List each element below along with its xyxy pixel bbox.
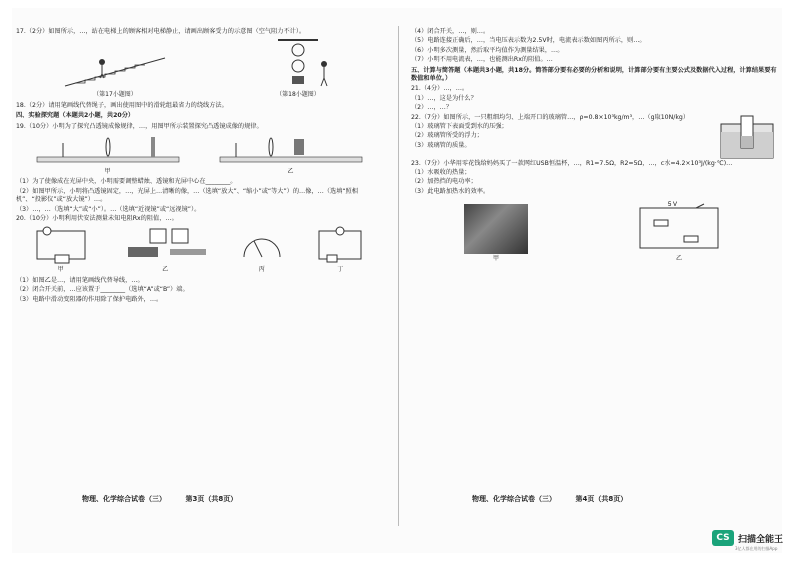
circuit-a <box>31 225 91 265</box>
question-22-2: （2）玻璃管所受的浮力； <box>411 132 483 140</box>
question-17: 17.（2分）如图所示，…，站在电梯上的顾客相对电梯静止，请画出顾客受力的示意图（空气阻力不计）。 <box>16 28 306 35</box>
question-23-2: （2）加热挡的电功率； <box>411 178 477 186</box>
scanner-watermark <box>712 530 783 546</box>
question-20-6: （6）小明多次测量，然后取平均值作为测量结果，…。 <box>411 46 564 54</box>
left-footer <box>82 494 237 504</box>
camscanner-tagline: 3亿人都在用的扫描App <box>735 546 778 551</box>
figure-19-caption-b: 乙 <box>287 168 294 176</box>
figure-19-caption-a: 甲 <box>104 168 111 176</box>
figure-19-b <box>216 133 366 176</box>
question-23-3: （3）此电路加热水的效率。 <box>411 187 490 195</box>
figure-17-caption: （第17小题图） <box>93 91 137 99</box>
section-4-heading: 四、实验探究题（本题共2小题，共20分） <box>16 112 135 120</box>
question-23: 23.（7分）小华用零花钱给妈妈买了一款网红USB恒温杯，…，R1=7.5Ω，R2=5Ω，…，c水=4.2×10³J/(kg·℃)… <box>411 159 733 167</box>
figure-20-caption-a: 甲 <box>57 266 64 274</box>
question-22-1: （1）玻璃管下表面受到水的压强； <box>411 123 508 131</box>
left-footer-title: 物理、化学综合试卷（三） <box>82 495 166 503</box>
question-20-1: （1）如图乙是…，请用笔画线代替导线，…。 <box>16 276 144 284</box>
right-footer-title: 物理、化学综合试卷（三） <box>472 495 556 503</box>
right-footer-page: 第4页（共8页） <box>575 495 628 503</box>
question-23-1: （1）水吸收的热量； <box>411 169 471 177</box>
question-20-3: （3）电路中滑动变阻器的作用除了保护电路外，…。 <box>16 295 163 303</box>
question-22: 22.（7分）如图所示，一只粗细均匀、上端开口的玻璃管…，ρ=0.8×10³kg/m³，…（g取10N/kg） <box>411 113 690 121</box>
left-footer-page: 第3页（共8页） <box>185 495 238 503</box>
camscanner-logo-icon: CS <box>712 530 734 546</box>
question-21-1: （1）…，这是为什么？ <box>411 94 477 102</box>
figure-18-caption: （第18小题图） <box>276 91 320 99</box>
figures-20 <box>16 225 382 274</box>
circuit-b <box>120 225 210 265</box>
figure-20-caption-d: 丁 <box>337 266 344 274</box>
question-19-3: （3）…，…（选填“大”或“小”）。…（选填“近视镜”或“远视镜”）。 <box>16 205 201 213</box>
figure-23-caption-b: 乙 <box>675 255 682 263</box>
optical-bench-a <box>33 133 183 167</box>
figures-23 <box>411 198 777 263</box>
right-page <box>411 28 777 266</box>
exam-sheet <box>12 8 782 553</box>
question-20: 20.（10分）小明利用伏安法测量未知电阻Rx的阻值，…。 <box>16 215 178 223</box>
question-21-2: （2）…，…？ <box>411 104 453 112</box>
circuit-23 <box>634 198 724 254</box>
optical-bench-b <box>216 133 366 167</box>
ammeter-dial <box>240 225 284 265</box>
figure-20-c <box>240 225 284 274</box>
question-19-2: （2）如图甲所示，小明将凸透镜固定，…，光屏上…清晰的像，…（选填“放大”、“缩小”或“等大”）的…像，…（选填“照相机”、“投影仪”或“放大镜”）…。 <box>16 187 358 204</box>
figure-20-caption-c: 丙 <box>258 266 265 274</box>
figure-20-b <box>120 225 210 274</box>
figure-18 <box>258 38 338 99</box>
question-21: 21.（4分）…，…。 <box>411 85 469 93</box>
figures-17-18 <box>16 38 382 99</box>
circuit-d <box>313 225 367 265</box>
camscanner-name: 扫描全能王 <box>738 534 784 545</box>
question-20-7: （7）小明不用电流表，…，也能测出Rx的阻值。… <box>411 56 553 64</box>
figure-20-a <box>31 225 91 274</box>
figures-19 <box>16 133 382 176</box>
source-voltage-label: 5 V <box>668 202 678 209</box>
figure-20-d <box>313 225 367 274</box>
page-divider <box>398 26 399 526</box>
figure-20-caption-b: 乙 <box>162 266 169 274</box>
figure-19-a <box>33 133 183 176</box>
figure-23-b <box>634 198 724 263</box>
escalator-figure <box>60 52 170 90</box>
question-18: 18.（2分）请用笔画线代替绳子，画出使用图中的滑轮组最省力的绕线方法。 <box>16 101 228 109</box>
usb-cup-photo <box>464 204 528 254</box>
left-page <box>16 28 382 305</box>
pulley-figure <box>258 38 338 90</box>
question-19: 19.（10分）小明为了探究凸透镜成像规律，…，用图甲所示装置探究凸透镜成像的规律。 <box>16 122 263 130</box>
question-20-5: （5）电路连接正确后，…，当电压表示数为2.5V时，电流表示数如图丙所示，则…。 <box>411 37 646 45</box>
figure-17 <box>60 52 170 99</box>
question-22-block <box>411 114 777 160</box>
question-19-1: （1）为了使像成在光屏中央，小明需要调整蜡烛、透镜和光屏中心在________。 <box>16 178 237 186</box>
section-5-heading: 五、计算与简答题（本题共3小题，共18分。简答部分要有必要的分析和说明，计算部分要有主要公式及数据代入过程，计算结果要有数值和单位。） <box>411 66 777 83</box>
figure-23-caption-a: 甲 <box>492 255 499 263</box>
glass-tube-figure <box>717 114 777 160</box>
question-20-4: （4）闭合开关，…，则…。 <box>411 28 490 35</box>
right-footer <box>472 494 627 504</box>
figure-23-a <box>464 204 528 263</box>
question-22-3: （3）玻璃管的质量。 <box>411 141 471 149</box>
question-20-2: （2）闭合开关前，…应该置于________（选填“A”或“B”）端。 <box>16 286 189 294</box>
